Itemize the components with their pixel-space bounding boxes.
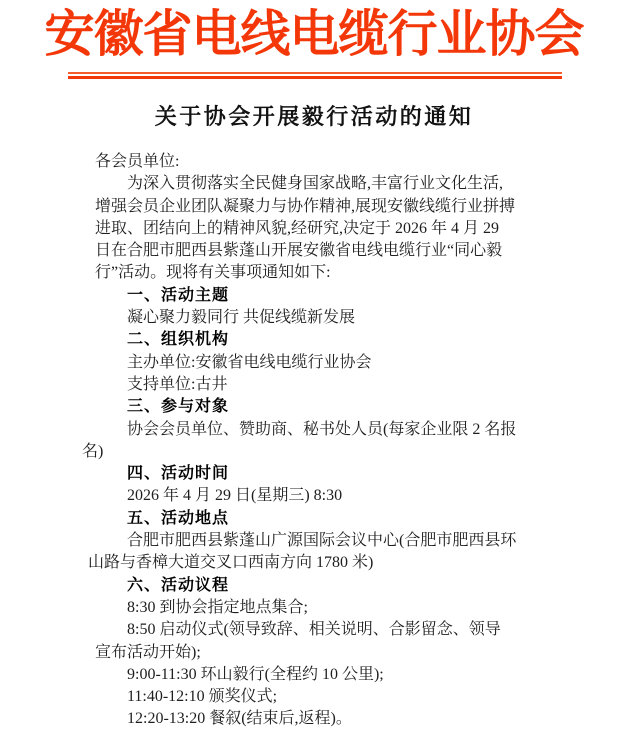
agenda-line: 11:40-12:10 颁奖仪式; bbox=[127, 688, 278, 706]
section-heading-4: 四、活动时间 bbox=[127, 465, 230, 483]
section-heading-6: 六、活动议程 bbox=[127, 576, 230, 594]
body-line: 进取、团结向上的精神风貌,经研究,决定于 2026 年 4 月 29 bbox=[95, 219, 500, 237]
salutation-line: 各会员单位: bbox=[95, 153, 180, 170]
document-title: 关于协会开展毅行活动的通知 bbox=[154, 104, 474, 129]
body-line: 凝心聚力毅同行 共促线缆新发展 bbox=[127, 309, 356, 327]
body-line: 山路与香樟大道交叉口西南方向 1780 米) bbox=[88, 554, 374, 572]
agenda-line: 宣布活动开始); bbox=[95, 643, 201, 661]
body-line: 为深入贯彻落实全民健身国家战略,丰富行业文化生活, bbox=[127, 175, 504, 193]
section-heading-2: 二、组织机构 bbox=[127, 331, 230, 349]
agenda-line: 9:00-11:30 环山毅行(全程约 10 公里); bbox=[127, 665, 384, 683]
body-line: 行”活动。现将有关事项通知如下: bbox=[95, 264, 331, 282]
body-line: 日在合肥市肥西县紫蓬山开展安徽省电线电缆行业“同心毅 bbox=[95, 242, 503, 260]
letterhead-double-rule bbox=[68, 72, 562, 79]
section-heading-1: 一、活动主题 bbox=[127, 286, 230, 304]
letterhead-org-name: 安徽省电线电缆行业协会 bbox=[44, 6, 584, 62]
body-line: 支持单位:古井 bbox=[127, 375, 228, 393]
body-line: 主办单位:安徽省电线电缆行业协会 bbox=[127, 353, 372, 371]
section-heading-3: 三、参与对象 bbox=[127, 398, 230, 416]
rule-bottom-line bbox=[68, 76, 562, 79]
document-body bbox=[82, 151, 567, 731]
body-line: 增强会员企业团队凝聚力与协作精神,展现安徽线缆行业拼搏 bbox=[95, 197, 516, 215]
body-line: 2026 年 4 月 29 日(星期三) 8:30 bbox=[127, 487, 343, 505]
agenda-line: 12:20-13:20 餐叙(结束后,返程)。 bbox=[127, 710, 352, 728]
section-heading-5: 五、活动地点 bbox=[127, 509, 230, 527]
agenda-line: 8:50 启动仪式(领导致辞、相关说明、合影留念、领导 bbox=[127, 621, 501, 639]
body-line: 协会会员单位、赞助商、秘书处人员(每家企业限 2 名报 bbox=[127, 420, 517, 438]
body-line: 名) bbox=[82, 442, 104, 460]
agenda-line: 8:30 到协会指定地点集合; bbox=[127, 598, 308, 616]
body-line: 合肥市肥西县紫蓬山广源国际会议中心(合肥市肥西县环 bbox=[127, 532, 517, 550]
